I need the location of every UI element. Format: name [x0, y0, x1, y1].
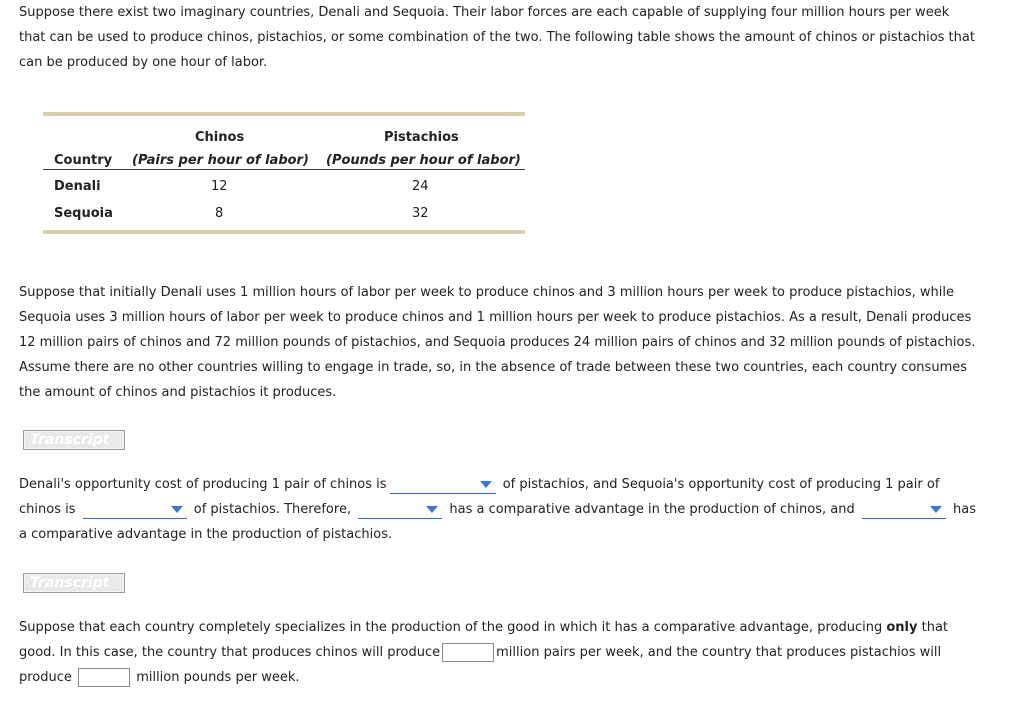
row-pistachios-value: 24 [412, 179, 429, 194]
q2-text: Suppose that each country completely specializes in the production of the good in which it has a comparative advantage, producing [19, 620, 883, 635]
sequoia-opportunity-cost-dropdown[interactable] [83, 501, 187, 519]
q1-text: has a comparative advantage in the production of chinos, and [449, 502, 855, 517]
pistachios-quantity-input[interactable] [78, 668, 130, 687]
chevron-down-icon [426, 506, 438, 513]
header-chinos: Chinos [195, 130, 245, 145]
transcript-button[interactable]: Transcript [23, 573, 125, 593]
q2-text: that good. In this case, the country that produces chinos will produce [19, 620, 949, 660]
transcript-button[interactable]: Transcript [23, 430, 125, 450]
header-chinos-unit: (Pairs per hour of labor) [132, 153, 309, 168]
q1-text: of pistachios, and Sequoia's opportunity cost of producing 1 pair of chinos is [19, 477, 940, 517]
row-country: Denali [54, 179, 101, 194]
q2-emphasis: only [886, 620, 918, 635]
row-country: Sequoia [54, 206, 113, 221]
q1-text: of pistachios. Therefore, [193, 502, 352, 517]
q2-text: million pairs per week, and the country that produces pistachios will produce [19, 645, 942, 685]
q1-text: has a comparative advantage in the production of pistachios. [19, 502, 976, 542]
chevron-down-icon [171, 506, 183, 513]
chevron-down-icon [480, 481, 492, 488]
chinos-advantage-dropdown[interactable] [358, 501, 442, 519]
q1-text: Denali's opportunity cost of producing 1 pair of chinos is [19, 477, 387, 492]
header-divider [43, 169, 525, 170]
q2-text: million pounds per week. [136, 670, 300, 685]
row-chinos-value: 12 [211, 179, 228, 194]
chinos-quantity-input[interactable] [442, 643, 494, 662]
productivity-table [43, 112, 525, 234]
header-pistachios: Pistachios [384, 130, 459, 145]
scenario-paragraph: Suppose that initially Denali uses 1 million hours of labor per week to produce chinos and 3 million hours per week to produce pistachios, while Sequoia uses 3 million hours of labor per week to produce chinos and 1 million hours per week to produce pistachios. As a result, Denali produces 12 million pairs of chinos and 72 million pounds of pistachios, and Sequoia produces 24 million pairs of chinos and 32 million pounds of pistachios. Assume there are no other countries willing to engage in trade, so, in the absence of trade between these two countries, each country consumes the amount of chinos and pistachios it produces. [19, 285, 976, 400]
intro-paragraph: Suppose there exist two imaginary countries, Denali and Sequoia. Their labor forces are each capable of supplying four million hours per week that can be used to produce chinos, pistachios, or some combination of the two. The following table shows the amount of chinos or pistachios that can be produced by one hour of labor. [19, 5, 975, 70]
header-country: Country [54, 153, 113, 168]
chevron-down-icon [930, 506, 942, 513]
row-pistachios-value: 32 [412, 206, 429, 221]
question-opportunity-cost [19, 472, 979, 547]
pistachios-advantage-dropdown[interactable] [862, 501, 946, 519]
row-chinos-value: 8 [215, 206, 224, 221]
denali-opportunity-cost-dropdown[interactable] [390, 476, 496, 494]
header-pistachios-unit: (Pounds per hour of labor) [326, 153, 521, 168]
question-specialization [19, 615, 979, 690]
